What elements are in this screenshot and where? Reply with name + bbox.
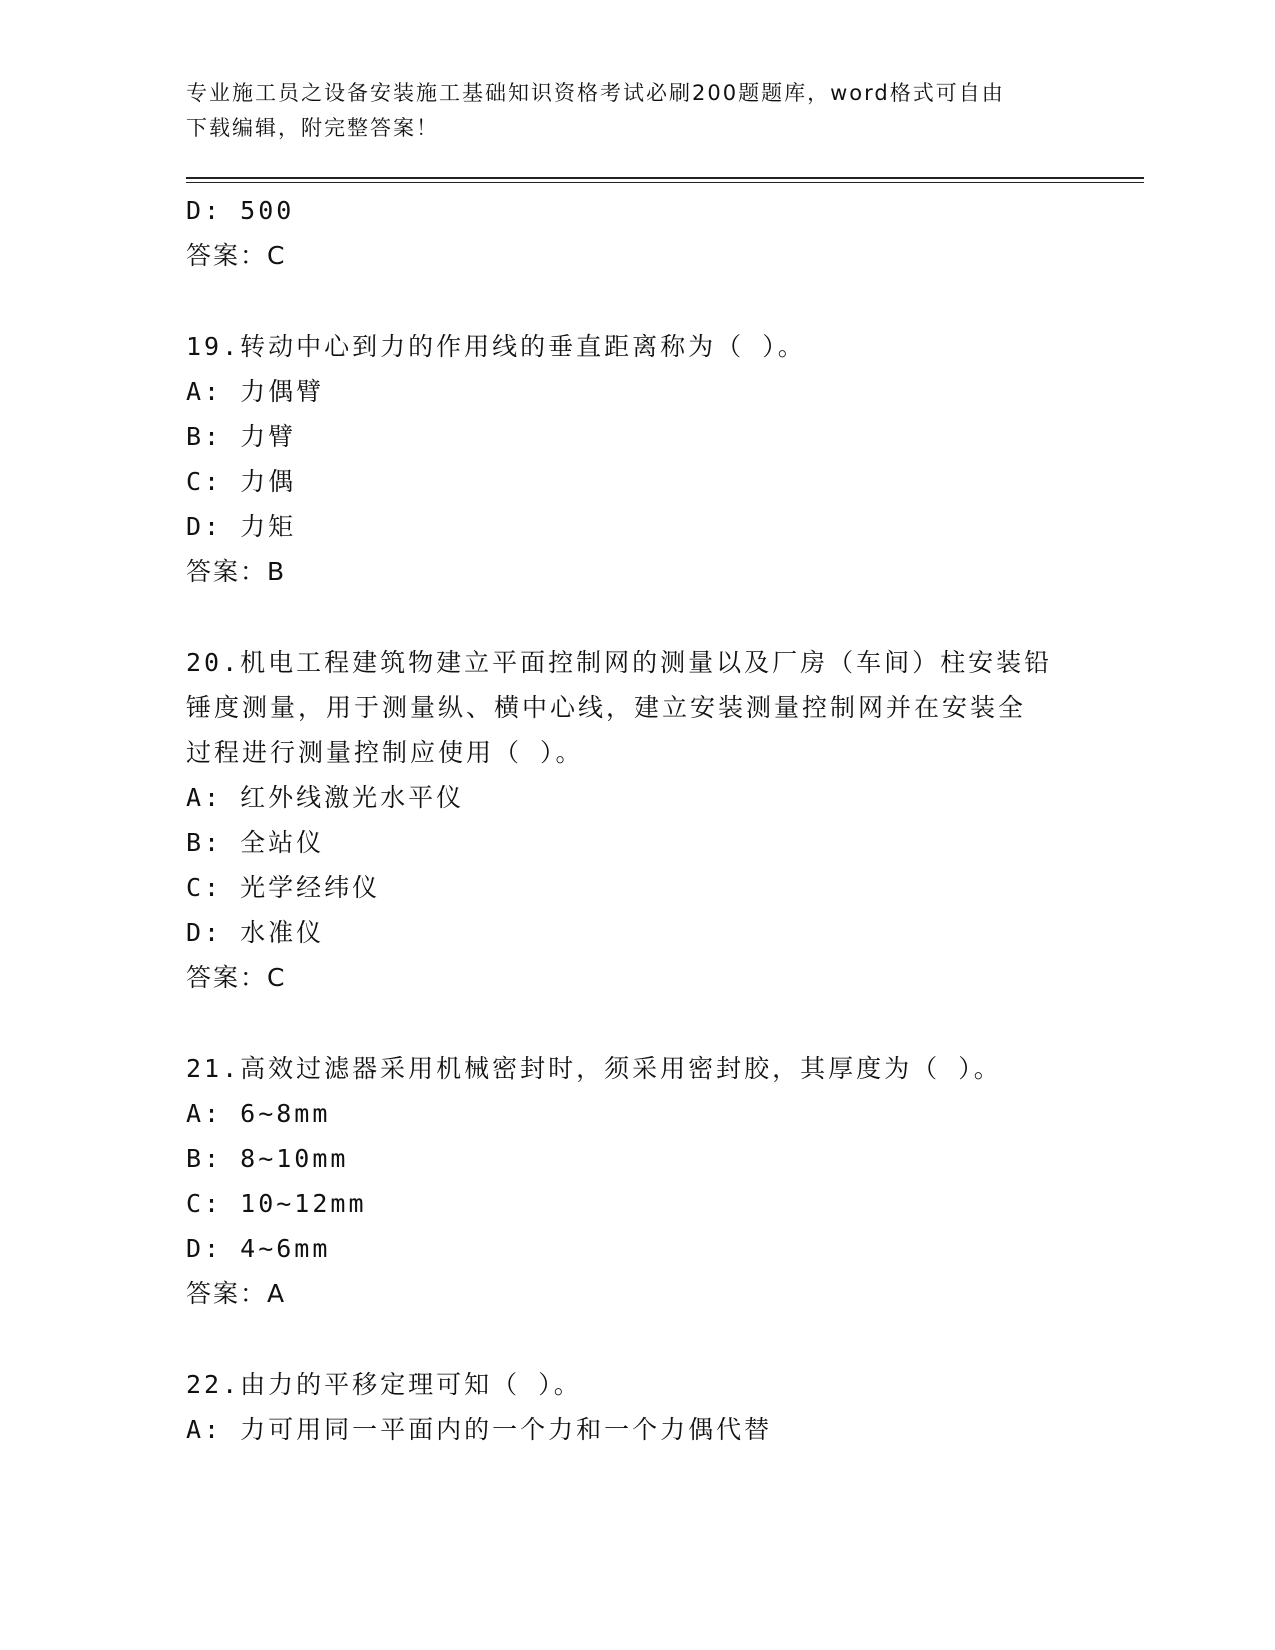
answer-line: 答案：A bbox=[186, 1279, 287, 1308]
question-19 bbox=[186, 324, 1086, 594]
question-text-line-1: 20.机电工程建筑物建立平面控制网的测量以及厂房（车间）柱安装铅 bbox=[186, 648, 1053, 677]
document-header bbox=[186, 76, 1066, 146]
option-b: B: 力臂 bbox=[186, 422, 297, 451]
answer-line: 答案：B bbox=[186, 557, 287, 586]
spacer bbox=[186, 1000, 1086, 1046]
option-c: C: 光学经纬仪 bbox=[186, 873, 381, 902]
question-18-tail bbox=[186, 188, 1086, 278]
question-21 bbox=[186, 1046, 1086, 1316]
option-d: D: 力矩 bbox=[186, 512, 297, 541]
option-b: B: 全站仪 bbox=[186, 828, 325, 857]
document-body bbox=[186, 188, 1086, 1452]
header-rule-thick bbox=[186, 177, 1144, 179]
spacer bbox=[186, 278, 1086, 324]
option-d: D: 水准仪 bbox=[186, 918, 325, 947]
option-c: C: 10~12mm bbox=[186, 1189, 367, 1218]
option-a: A: 红外线激光水平仪 bbox=[186, 783, 465, 812]
question-22 bbox=[186, 1362, 1086, 1452]
option-d: D: 500 bbox=[186, 196, 295, 225]
answer-line: 答案：C bbox=[186, 241, 287, 270]
header-rule-thin bbox=[186, 182, 1144, 183]
option-b: B: 8~10mm bbox=[186, 1144, 349, 1173]
option-a: A: 6~8mm bbox=[186, 1099, 331, 1128]
spacer bbox=[186, 594, 1086, 640]
question-text-line-2: 锤度测量，用于测量纵、横中心线，建立安装测量控制网并在安装全 bbox=[186, 693, 1027, 722]
question-20 bbox=[186, 640, 1086, 1000]
question-text: 19.转动中心到力的作用线的垂直距离称为（ ）。 bbox=[186, 332, 806, 361]
option-c: C: 力偶 bbox=[186, 467, 297, 496]
question-text: 21.高效过滤器采用机械密封时，须采用密封胶，其厚度为（ ）。 bbox=[186, 1054, 1002, 1083]
answer-line: 答案：C bbox=[186, 963, 287, 992]
spacer bbox=[186, 1316, 1086, 1362]
question-text-line-3: 过程进行测量控制应使用（ ）。 bbox=[186, 738, 584, 767]
question-text: 22.由力的平移定理可知（ ）。 bbox=[186, 1370, 582, 1399]
option-d: D: 4~6mm bbox=[186, 1234, 331, 1263]
option-a: A: 力偶臂 bbox=[186, 377, 325, 406]
option-a: A: 力可用同一平面内的一个力和一个力偶代替 bbox=[186, 1415, 773, 1444]
header-title-line-1: 专业施工员之设备安装施工基础知识资格考试必刷200题题库，word格式可自由 bbox=[186, 81, 1005, 105]
header-title-line-2: 下载编辑，附完整答案！ bbox=[186, 116, 439, 140]
